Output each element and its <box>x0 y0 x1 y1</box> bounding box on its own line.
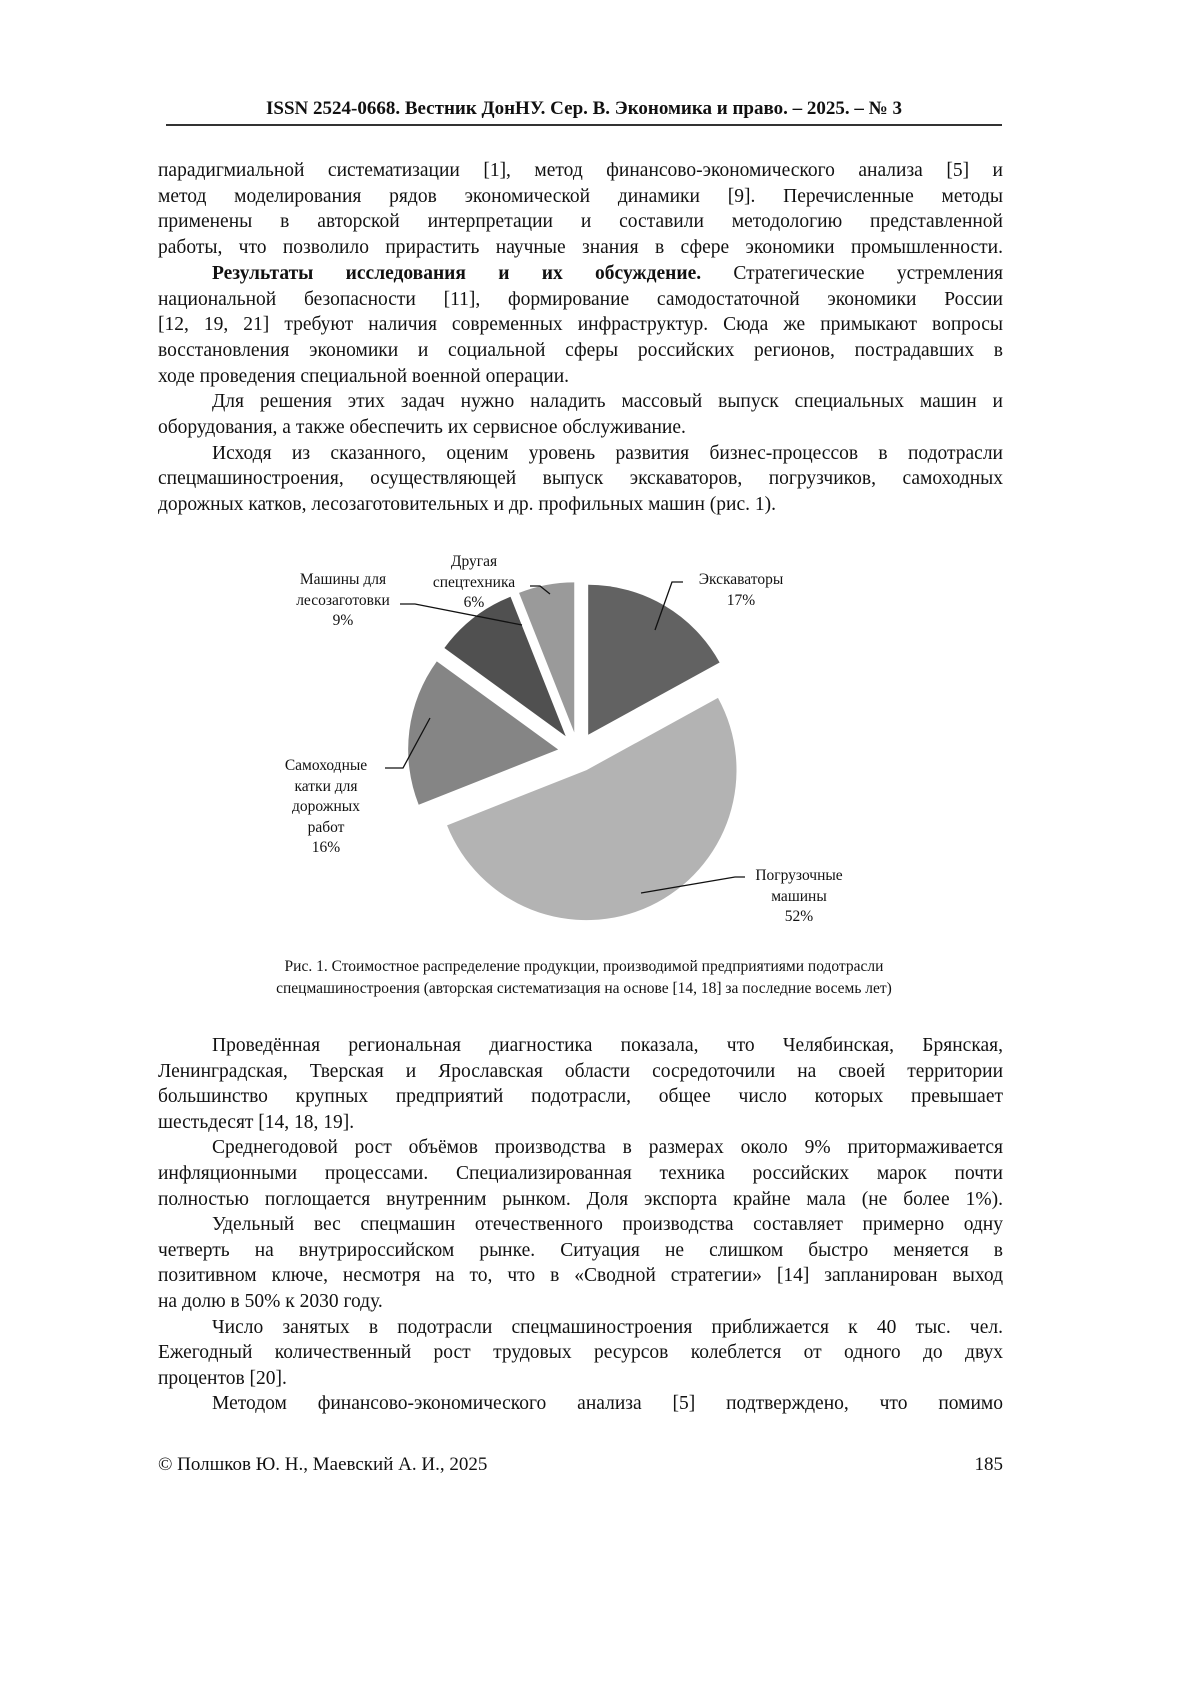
data-label <box>418 552 530 614</box>
data-label-category: Экскаваторы <box>698 571 784 588</box>
text-line: работы, что позволило прирастить научные знания в сфере экономики промышленности. <box>158 237 1003 259</box>
text-line: Удельный вес спецмашин отечественного производства составляет примерно одну <box>212 1214 1003 1236</box>
data-label-category: дорожных <box>292 798 360 815</box>
running-header: ISSN 2524-0668. Вестник ДонНУ. Сер. В. Экономика и право. – 2025. – № 3 <box>266 98 902 119</box>
text-line: спецмашиностроения, осуществляющей выпуск экскаваторов, погрузчиков, самоходных <box>158 468 1003 490</box>
section-heading: Результаты исследования и их обсуждение. <box>212 262 702 284</box>
text-line: применены в авторской интерпретации и составили методологию представленной <box>158 211 1003 233</box>
data-label <box>740 866 858 928</box>
data-label-category: Самоходные <box>284 757 368 774</box>
text-line: процентов [20]. <box>158 1367 287 1389</box>
data-label-category: работ <box>307 818 345 836</box>
data-label-category: Другая <box>450 553 498 570</box>
text-line: оборудования, а также обеспечить их сервисное обслуживание. <box>158 417 686 438</box>
figure-caption-line-1: Рис. 1. Стоимостное распределение продукции, производимой предприятиями подотрасли <box>284 958 884 975</box>
text-line: инфляционными процессами. Специализированная техника российских марок почти <box>158 1163 1003 1184</box>
text-line: Среднегодовой рост объёмов производства в размерах около 9% притормаживается <box>212 1137 1003 1159</box>
text-line: парадигмиальной систематизации [1], метод финансово-экономического анализа [5] и <box>158 160 1003 181</box>
footer-copyright: © Полшков Ю. Н., Маевский А. И., 2025 <box>158 1454 488 1475</box>
figure-caption-line-2: спецмашиностроения (авторская систематизация на основе [14, 18] за последние восемь лет) <box>276 980 892 997</box>
text-line: Проведённая региональная диагностика показала, что Челябинская, Брянская, <box>212 1035 1003 1056</box>
text-line: четверть на внутрироссийском рынке. Ситуация не слишком быстро меняется в <box>158 1239 1003 1261</box>
text-line: на долю в 50% к 2030 году. <box>158 1291 383 1312</box>
text-line: Ежегодный количественный рост трудовых ресурсов колеблется от одного до двух <box>158 1342 1003 1364</box>
text-line: Методом финансово-экономического анализа [5] подтверждено, что помимо <box>212 1393 1003 1415</box>
text-span: Стратегические устремления <box>701 262 1004 284</box>
text-line: Число занятых в подотрасли спецмашиностроения приближается к 40 тыс. чел. <box>212 1316 1003 1338</box>
data-label-value: 17% <box>726 591 756 609</box>
text-line: большинство крупных предприятий подотрасли, общее число которых превышает <box>158 1086 1003 1108</box>
text-line: Ленинградская, Тверская и Ярославская области сосредоточили на своей территории <box>158 1060 1003 1082</box>
data-label-value: 9% <box>332 612 354 629</box>
data-label-category: спецтехника <box>432 573 516 591</box>
text-line: национальной безопасности [11], формирование самодостаточной экономики России <box>158 288 1003 310</box>
data-label-value: 16% <box>311 839 341 856</box>
text-line: метод моделирования рядов экономической динамики [9]. Перечисленные методы <box>158 185 1003 207</box>
data-label <box>685 570 797 611</box>
data-label-value: 52% <box>784 908 814 925</box>
data-label <box>280 570 406 632</box>
text-line: [12, 19, 21] требуют наличия современных инфраструктур. Сюда же примыкают вопросы <box>158 314 1003 336</box>
text-line: позитивном ключе, несмотря на то, что в «Сводной стратегии» [14] запланирован выход <box>158 1265 1003 1287</box>
text-line: шестьдесят [14, 18, 19]. <box>158 1111 355 1133</box>
data-label-value: 6% <box>463 594 485 611</box>
text-line: Для решения этих задач нужно наладить массовый выпуск специальных машин и <box>212 391 1003 413</box>
data-label-category: Машины для <box>299 571 387 588</box>
text-line: полностью поглощается внутренним рынком. Доля экспорта крайне мала (не более 1%). <box>158 1188 1003 1210</box>
data-label-category: Погрузочные <box>755 867 843 884</box>
data-label-category: катки для <box>294 777 358 795</box>
data-label-category: машины <box>771 887 827 905</box>
text-line: восстановления экономики и социальной сферы российских регионов, пострадавших в <box>158 339 1003 361</box>
data-label <box>270 756 382 859</box>
page-number: 185 <box>974 1454 1003 1475</box>
text-line: Исходя из сказанного, оценим уровень развития бизнес-процессов в подотрасли <box>212 442 1003 464</box>
text-line: ходе проведения специальной военной операции. <box>158 365 570 387</box>
text-line: дорожных катков, лесозаготовительных и др. профильных машин (рис. 1). <box>158 494 776 516</box>
data-label-category: лесозаготовки <box>296 591 390 609</box>
